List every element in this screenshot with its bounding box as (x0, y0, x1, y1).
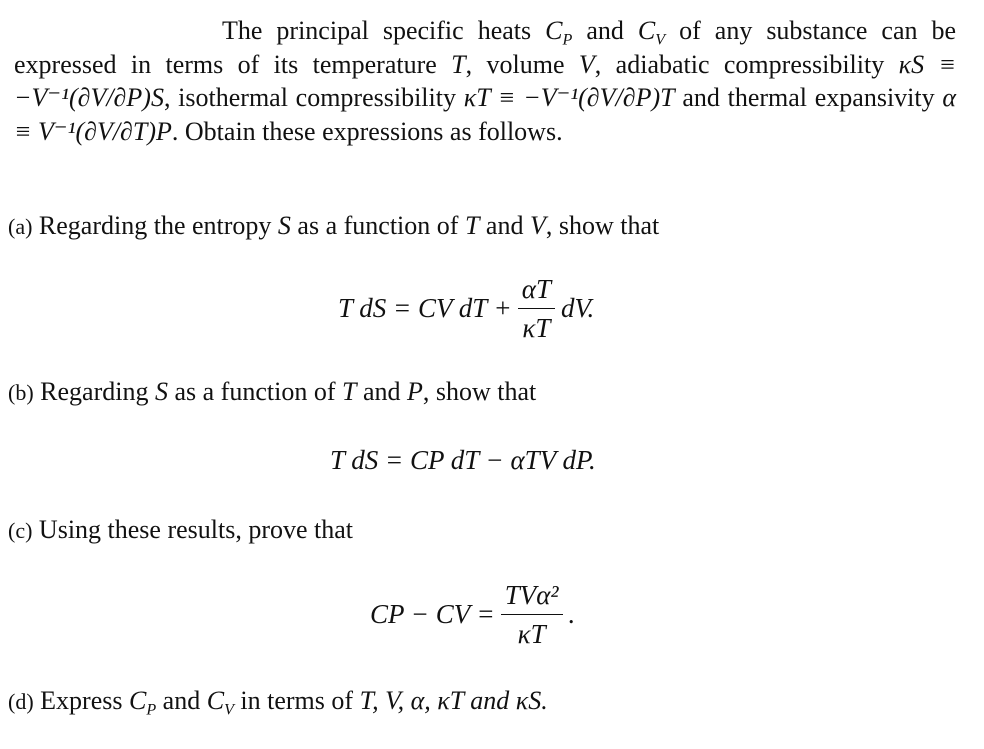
part-b (8, 377, 536, 408)
part-d-symbol-cv: $C_V$ (206, 686, 234, 719)
intro-text-6: , isothermal compressibility (163, 83, 456, 112)
part-b-label: (b) (8, 380, 34, 405)
equation-a-numerator: αT (521, 274, 551, 304)
equation-a-lhs: T dS = CV dT + (338, 293, 512, 323)
part-c (8, 515, 353, 546)
equation-c-lhs: CP − CV = (370, 599, 495, 629)
part-a-text-2: as a function of (297, 211, 459, 240)
part-d-text-3: in terms of (240, 686, 354, 715)
equation-a-denominator: κT (522, 313, 551, 343)
equation-c-fraction (501, 578, 563, 651)
part-b-symbol-2: P (407, 377, 423, 406)
part-b-text-2: as a function of (174, 377, 336, 406)
part-a-symbol-2: V (529, 211, 546, 240)
intro-text-1: The principal specific heats (222, 16, 532, 45)
part-a-text-4: , show that (545, 211, 660, 240)
equation-c-denominator: κT (517, 619, 546, 649)
definition-alpha: α ≡ V⁻¹(∂V/∂T)P (14, 83, 957, 146)
symbol-volume: V (578, 49, 595, 79)
intro-text-4: , volume (465, 49, 565, 79)
intro-text-2: and (586, 16, 624, 45)
intro-text-3: of any substance can be expressed in terms of its temperature (14, 16, 957, 79)
part-a (8, 211, 659, 242)
equation-c (370, 578, 575, 651)
part-d (8, 686, 548, 717)
part-b-symbol-s: S (154, 377, 168, 406)
intro-text (14, 14, 956, 148)
part-b-text-1: Regarding (40, 377, 149, 406)
part-a-text-1: Regarding the entropy (38, 211, 272, 240)
equation-b-text: T dS = CP dT − αTV dP. (330, 445, 596, 475)
part-b-text-3: and (362, 377, 401, 406)
symbol-cv: $C_V$ (637, 16, 666, 49)
part-d-label: (d) (8, 689, 34, 714)
symbol-temperature: T (451, 49, 466, 79)
definition-kappa-s: κS ≡ −V⁻¹(∂V/∂P)S (14, 49, 957, 112)
equation-c-rhs: . (568, 599, 576, 629)
part-a-text-3: and (485, 211, 524, 240)
intro-text-7: and thermal expansivity (682, 83, 935, 112)
definition-kappa-t: κT ≡ −V⁻¹(∂V/∂P)T (463, 83, 675, 112)
symbol-entropy: S (277, 211, 291, 240)
equation-a-fraction (518, 272, 555, 345)
equation-b (330, 445, 596, 476)
intro-text-5: , adiabatic compressibility (594, 49, 885, 79)
symbol-cp: $C_P$ (545, 16, 573, 49)
equation-c-numerator: TVα² (504, 580, 559, 610)
intro-paragraph (14, 14, 956, 148)
equation-a-rhs: dV. (560, 293, 595, 323)
intro-text-8: . Obtain these expressions as follows. (171, 116, 563, 146)
part-d-symbol-cp: $C_P$ (128, 686, 157, 719)
part-a-label: (a) (8, 214, 33, 239)
part-d-text-1: Express (40, 686, 123, 715)
part-d-text-2: and (162, 686, 201, 715)
part-b-text-4: , show that (422, 377, 537, 406)
part-d-variables: T, V, α, κT and κS. (359, 686, 548, 715)
equation-a (338, 272, 594, 345)
part-c-label: (c) (8, 518, 33, 543)
part-b-symbol-1: T (341, 377, 357, 406)
part-c-text: Using these results, prove that (38, 515, 354, 544)
part-a-symbol-1: T (464, 211, 480, 240)
